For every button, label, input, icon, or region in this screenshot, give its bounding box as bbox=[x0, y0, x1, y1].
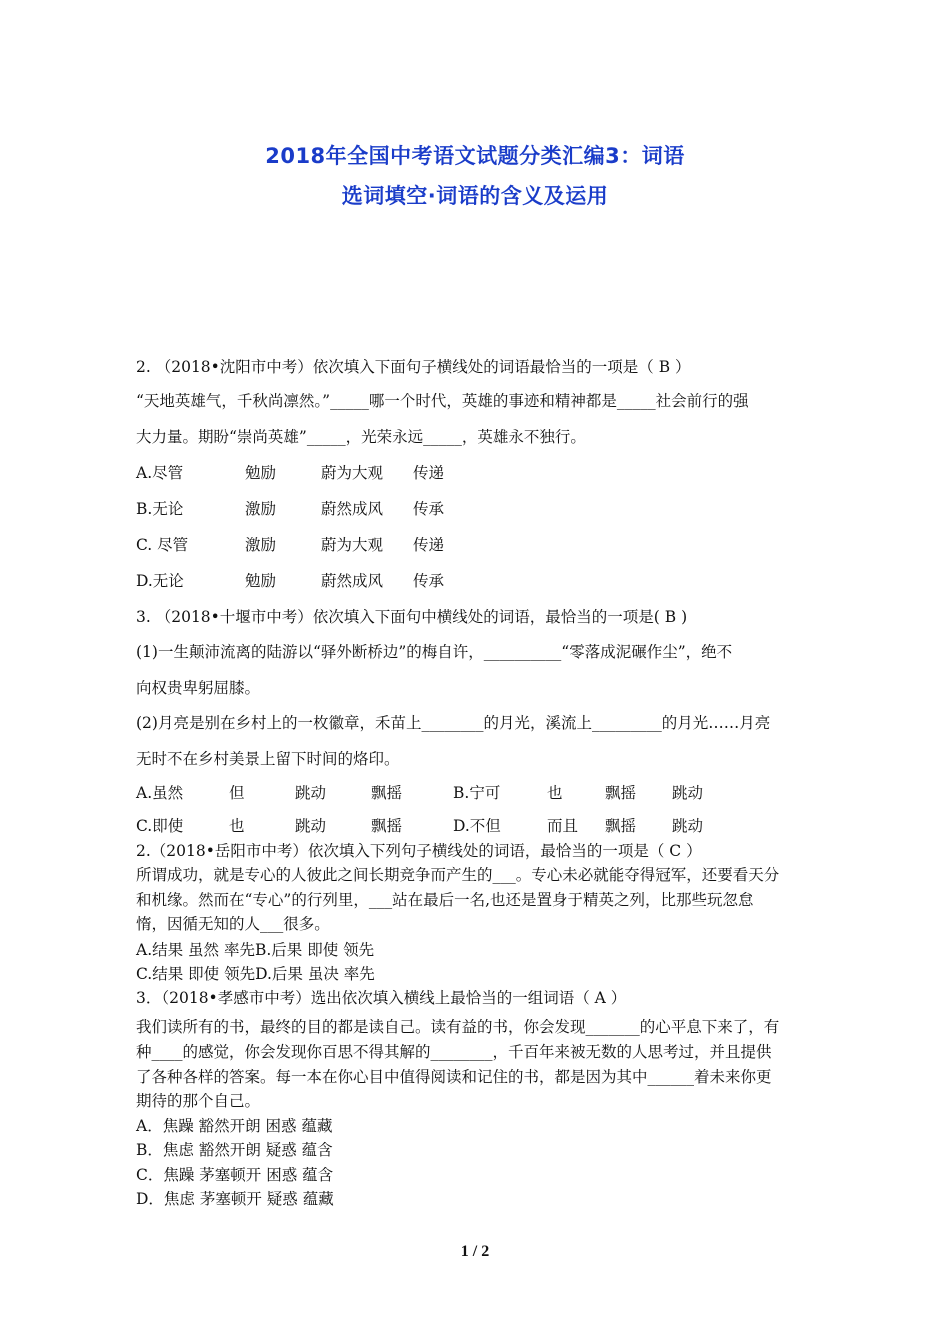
option-label: C.即使 bbox=[136, 817, 184, 835]
question-passage-line: 大力量。期盼“崇尚英雄”_____，光荣永远_____，英雄永不独行。 bbox=[136, 428, 586, 446]
question-passage-line: 惰，因循无知的人___很多。 bbox=[136, 915, 330, 933]
option-word: 飘摇 bbox=[371, 817, 403, 835]
option-word: 也 bbox=[547, 784, 563, 802]
option-word: 传承 bbox=[413, 572, 445, 590]
option-word: 传递 bbox=[413, 464, 445, 482]
option-word: 飘摇 bbox=[371, 784, 403, 802]
question-passage-line: “天地英雄气，千秋尚凛然。”_____哪一个时代，英雄的事迹和精神都是_____社会前行的强 bbox=[136, 392, 749, 410]
option-word: 蔚然成风 bbox=[321, 500, 384, 518]
option-word: 传递 bbox=[413, 536, 445, 554]
question-stem: 2. （2018•沈阳市中考）依次填入下面句子横线处的词语最恰当的一项是（ B ） bbox=[136, 358, 691, 376]
option-word: 激励 bbox=[245, 500, 277, 518]
question-passage-line: 无时不在乡村美景上留下时间的烙印。 bbox=[136, 750, 400, 768]
option-label: A.尽管 bbox=[136, 464, 184, 482]
option-word: 蔚然成风 bbox=[321, 572, 384, 590]
question-passage-line: 所谓成功，就是专心的人彼此之间长期竞争而产生的___。专心未必就能夺得冠军，还要看天分 bbox=[136, 866, 780, 884]
option-word: 蔚为大观 bbox=[321, 536, 384, 554]
option-word: 飘摇 bbox=[605, 784, 637, 802]
option-label: B.宁可 bbox=[453, 784, 501, 802]
answer-option-pair: A.结果 虽然 率先B.后果 即使 领先 bbox=[136, 941, 375, 959]
option-label: D.无论 bbox=[136, 572, 184, 590]
answer-option: C．焦躁 茅塞顿开 困惑 蕴含 bbox=[136, 1166, 334, 1184]
option-label: C. 尽管 bbox=[136, 536, 189, 554]
option-word: 传承 bbox=[413, 500, 445, 518]
question-passage-line: 和机缘。然而在“专心”的行列里，___站在最后一名,也还是置身于精英之列，比那些玩忽怠 bbox=[136, 891, 754, 909]
question-passage-line: 种____的感觉，你会发现你百思不得其解的________，千百年来被无数的人思考过，并且提供 bbox=[136, 1043, 772, 1061]
option-word: 跳动 bbox=[295, 784, 327, 802]
answer-option: D．焦虑 茅塞顿开 疑惑 蕴藏 bbox=[136, 1190, 334, 1208]
option-word: 跳动 bbox=[295, 817, 327, 835]
question-passage-line: 了各种各样的答案。每一本在你心目中值得阅读和记住的书，都是因为其中______着未来你更 bbox=[136, 1068, 772, 1086]
answer-option: B．焦虑 豁然开朗 疑惑 蕴含 bbox=[136, 1141, 333, 1159]
question-stem: 2.（2018•岳阳市中考）依次填入下列句子横线处的词语，最恰当的一项是（ C ） bbox=[136, 842, 702, 860]
option-label: B.无论 bbox=[136, 500, 184, 518]
page-number: 1 / 2 bbox=[460, 1243, 490, 1260]
question-passage-line: 向权贵卑躬屈膝。 bbox=[136, 679, 261, 697]
option-word: 跳动 bbox=[672, 784, 704, 802]
answer-option: A．焦躁 豁然开朗 困惑 蕴藏 bbox=[136, 1117, 333, 1135]
option-word: 但 bbox=[229, 784, 245, 802]
option-word: 而且 bbox=[547, 817, 579, 835]
document-subtitle: 选词填空·词语的含义及运用 bbox=[341, 184, 609, 208]
question-stem: 3．（2018•孝感市中考）选出依次填入横线上最恰当的一组词语（ A ） bbox=[136, 989, 627, 1007]
option-word: 勉励 bbox=[245, 464, 277, 482]
option-word: 跳动 bbox=[672, 817, 704, 835]
option-label: D.不但 bbox=[453, 817, 501, 835]
option-word: 激励 bbox=[245, 536, 277, 554]
option-word: 勉励 bbox=[245, 572, 277, 590]
question-passage-line: 期待的那个自己。 bbox=[136, 1092, 261, 1110]
option-word: 也 bbox=[229, 817, 245, 835]
question-passage-line: 我们读所有的书，最终的目的都是读自己。读有益的书，你会发现_______的心平息下来了，有 bbox=[136, 1018, 780, 1036]
question-passage-line: (2)月亮是别在乡村上的一枚徽章，禾苗上________的月光，溪流上_________的月光……月亮 bbox=[136, 714, 771, 732]
document-title: 2018年全国中考语文试题分类汇编3：词语 bbox=[265, 144, 685, 168]
option-word: 蔚为大观 bbox=[321, 464, 384, 482]
question-passage-line: (1)一生颠沛流离的陆游以“驿外断桥边”的梅自许，__________“零落成泥碾作尘”，绝不 bbox=[136, 643, 733, 661]
option-word: 飘摇 bbox=[605, 817, 637, 835]
option-label: A.虽然 bbox=[136, 784, 184, 802]
question-stem: 3. （2018•十堰市中考）依次填入下面句中横线处的词语，最恰当的一项是( B ) bbox=[136, 608, 688, 626]
answer-option-pair: C.结果 即使 领先D.后果 虽决 率先 bbox=[136, 965, 375, 983]
